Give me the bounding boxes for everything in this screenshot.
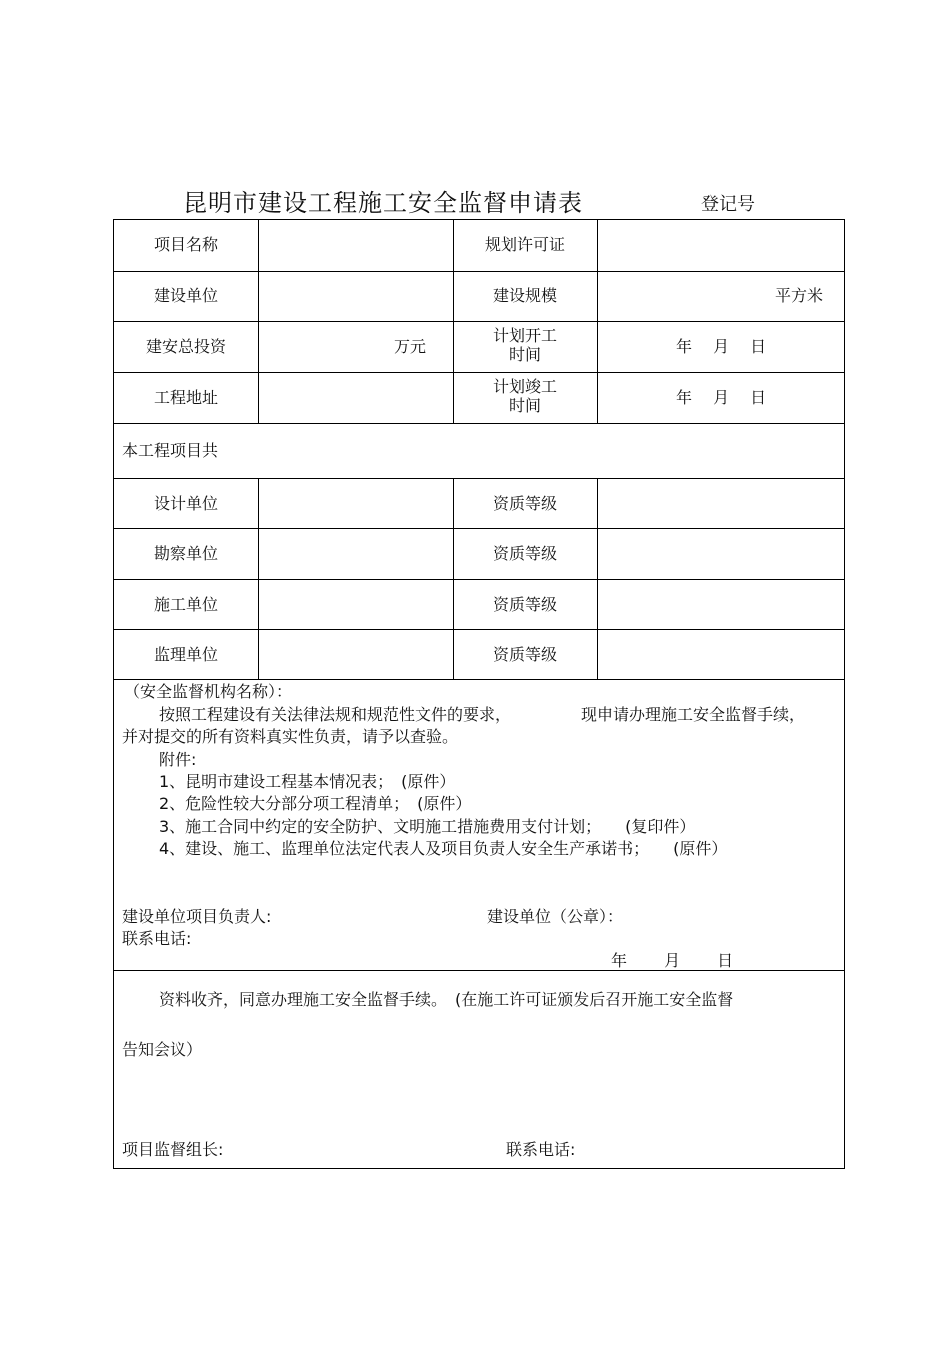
- supervision-qualification-label: 资质等级: [492, 645, 557, 664]
- investment-unit: 万元: [394, 337, 427, 356]
- row-divider: [114, 679, 844, 680]
- scale-unit: 平方米: [775, 286, 824, 305]
- survey-unit-label: 勘察单位: [153, 544, 218, 563]
- statement-line-1a: 按照工程建设有关法律法规和规范性文件的要求，: [159, 705, 512, 724]
- build-qualification-label: 资质等级: [492, 595, 557, 614]
- row-divider: [114, 271, 844, 272]
- survey-qualification-label: 资质等级: [492, 544, 557, 563]
- design-unit-label: 设计单位: [153, 494, 218, 513]
- plan-end-label-line2: 时间: [508, 396, 541, 415]
- row-divider: [114, 528, 844, 529]
- review-phone-label: 联系电话:: [506, 1140, 576, 1159]
- planning-permit-label: 规划许可证: [484, 235, 565, 254]
- statement-line-1b: 现申请办理施工安全监督手续，: [581, 705, 806, 724]
- supervision-unit-label: 监理单位: [153, 645, 218, 664]
- planning-permit-field[interactable]: [598, 221, 844, 270]
- attachment-1: 1、昆明市建设工程基本情况表； (原件）: [159, 772, 456, 791]
- row-divider: [114, 579, 844, 580]
- row-divider: [114, 629, 844, 630]
- project-responsible-label: 建设单位项目负责人:: [122, 907, 272, 926]
- review-opinion-line-1: 资料收齐，同意办理施工安全监督手续。 (在施工许可证颁发后召开施工安全监督: [159, 990, 734, 1009]
- investment-label: 建安总投资: [145, 337, 226, 356]
- application-form: [113, 219, 845, 1169]
- project-name-field[interactable]: [259, 221, 452, 270]
- attachment-2: 2、危险性较大分部分项工程清单； (原件）: [159, 794, 472, 813]
- construction-unit-seal-label: 建设单位（公章）：: [487, 907, 624, 926]
- contact-phone-label: 联系电话:: [122, 929, 192, 948]
- plan-end-date[interactable]: 年 月 日: [676, 388, 767, 407]
- application-date[interactable]: 年 月 日: [611, 951, 734, 970]
- address-field[interactable]: [259, 373, 452, 422]
- form-title: 昆明市建设工程施工安全监督申请表: [183, 189, 583, 217]
- statement-line-2: 并对提交的所有资料真实性负责，请予以查验。: [122, 727, 459, 746]
- address-label: 工程地址: [153, 388, 218, 407]
- plan-start-label-line2: 时间: [508, 345, 541, 364]
- build-unit-label: 施工单位: [153, 595, 218, 614]
- supervision-leader-label: 项目监督组长:: [122, 1140, 224, 1159]
- attachment-4: 4、建设、施工、监理单位法定代表人及项目负责人安全生产承诺书； (原件）: [159, 839, 728, 858]
- column-divider: [597, 478, 598, 679]
- project-name-label: 项目名称: [153, 235, 218, 254]
- attachments-label: 附件:: [159, 750, 197, 769]
- row-divider: [114, 372, 844, 373]
- agency-name-line: （安全监督机构名称）：: [124, 682, 293, 701]
- project-total-label: 本工程项目共: [122, 441, 219, 460]
- construction-unit-label: 建设单位: [153, 286, 218, 305]
- column-divider: [258, 478, 259, 679]
- plan-end-label-line1: 计划竣工: [492, 377, 557, 396]
- registration-number-label: 登记号: [701, 194, 755, 215]
- construction-scale-label: 建设规模: [492, 286, 557, 305]
- attachment-3: 3、施工合同中约定的安全防护、文明施工措施费用支付计划； (复印件）: [159, 817, 696, 836]
- row-divider: [114, 478, 844, 479]
- construction-unit-field[interactable]: [259, 272, 452, 320]
- row-divider: [114, 423, 844, 424]
- plan-start-date[interactable]: 年 月 日: [676, 337, 767, 356]
- design-qualification-label: 资质等级: [492, 494, 557, 513]
- plan-start-label-line1: 计划开工: [492, 326, 557, 345]
- row-divider: [114, 970, 844, 971]
- row-divider: [114, 321, 844, 322]
- review-opinion-line-2: 告知会议）: [122, 1040, 203, 1059]
